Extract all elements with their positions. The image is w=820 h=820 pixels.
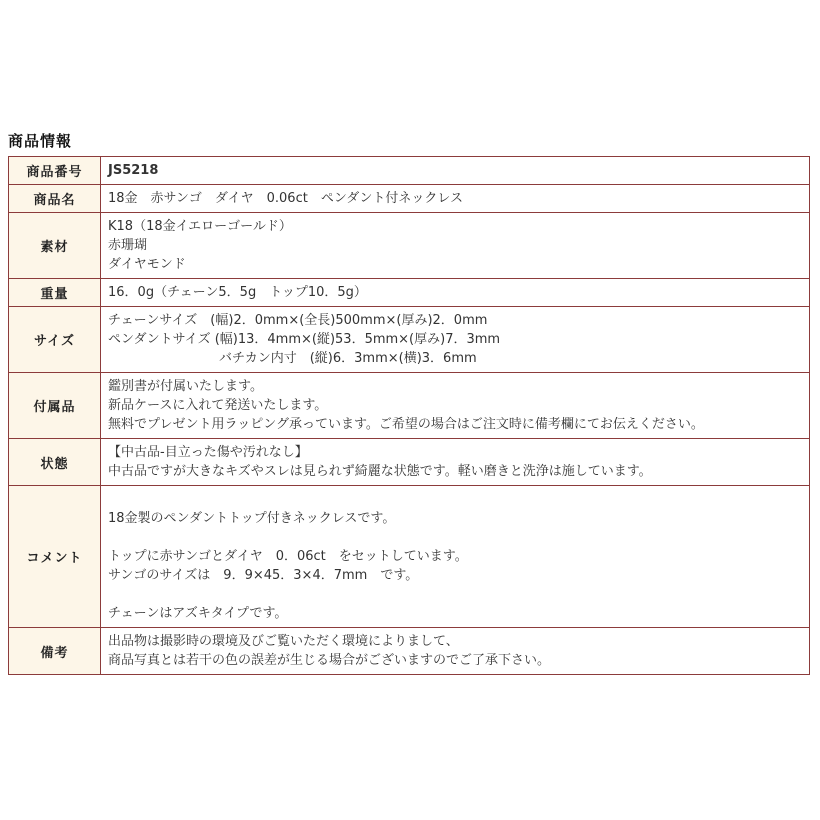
row-value-line: 商品写真とは若干の色の誤差が生じる場合がございますのでご了承下さい。	[108, 653, 551, 668]
row-value-line: トップに赤サンゴとダイヤ 0．06ct をセットしています。	[108, 549, 468, 564]
row-label-size: サイズ	[9, 307, 101, 373]
row-value-line: K18（18金イエローゴールド）	[108, 219, 292, 234]
row-value-line: 新品ケースに入れて発送いたします。	[108, 398, 328, 413]
table-row-accessories	[9, 373, 810, 439]
row-label-condition: 状態	[9, 439, 101, 486]
row-value-line: 18金製のペンダントトップ付きネックレスです。	[108, 511, 396, 526]
table-row-item-name	[9, 185, 810, 213]
row-value-line: ペンダントサイズ (幅)13．4mm×(縦)53．5mm×(厚み)7．3mm	[108, 332, 501, 347]
row-value-line: 中古品ですが大きなキズやスレは見られず綺麗な状態です。軽い磨きと洗浄は施しています。	[108, 464, 652, 479]
row-value-line: 無料でプレゼント用ラッピング承っています。ご希望の場合はご注文時に備考欄にてお伝えください。	[108, 417, 704, 432]
table-row-notes	[9, 628, 810, 675]
row-value-line	[108, 585, 802, 604]
table-row-condition	[9, 439, 810, 486]
row-label-accessories: 付属品	[9, 373, 101, 439]
page-title: 商品情報	[8, 132, 73, 150]
row-value-line: 鑑別書が付属いたします。	[108, 379, 263, 394]
row-label-item-number: 商品番号	[9, 157, 101, 185]
table-row-weight	[9, 279, 810, 307]
row-value-line: 赤珊瑚	[108, 238, 148, 253]
row-value-notes	[101, 628, 810, 675]
table-row-item-number	[9, 157, 810, 185]
row-value-line: ダイヤモンド	[108, 257, 186, 272]
product-info-table	[8, 156, 810, 675]
row-value-line: 16．0g（チェーン5．5g トップ10．5g）	[108, 285, 367, 300]
table-row-size	[9, 307, 810, 373]
row-value-comment	[101, 486, 810, 628]
row-value-item-name	[101, 185, 810, 213]
row-value-line: サンゴのサイズは 9．9×45．3×4．7mm です。	[108, 568, 419, 583]
row-value-line: バチカン内寸 (縦)6．3mm×(横)3．6mm	[219, 351, 477, 366]
row-label-comment: コメント	[9, 486, 101, 628]
row-label-notes: 備考	[9, 628, 101, 675]
row-value-weight	[101, 279, 810, 307]
row-value-line: 出品物は撮影時の環境及びご覧いただく環境によりまして、	[108, 634, 459, 649]
table-row-comment	[9, 486, 810, 628]
row-value-line: 18金 赤サンゴ ダイヤ 0.06ct ペンダント付ネックレス	[108, 191, 464, 206]
row-label-item-name: 商品名	[9, 185, 101, 213]
row-value-material	[101, 213, 810, 279]
row-value-item-number	[101, 157, 810, 185]
table-row-material	[9, 213, 810, 279]
row-label-weight: 重量	[9, 279, 101, 307]
row-value-line	[108, 490, 802, 509]
row-value-line: チェーンはアズキタイプです。	[108, 606, 288, 621]
row-value-size	[101, 307, 810, 373]
row-label-material: 素材	[9, 213, 101, 279]
row-value-line	[108, 528, 802, 547]
row-value-line: チェーンサイズ (幅)2．0mm×(全長)500mm×(厚み)2．0mm	[108, 313, 488, 328]
row-value-accessories	[101, 373, 810, 439]
row-value-condition	[101, 439, 810, 486]
row-value-line: 【中古品-目立った傷や汚れなし】	[108, 445, 308, 460]
row-value-line: JS5218	[108, 163, 159, 178]
